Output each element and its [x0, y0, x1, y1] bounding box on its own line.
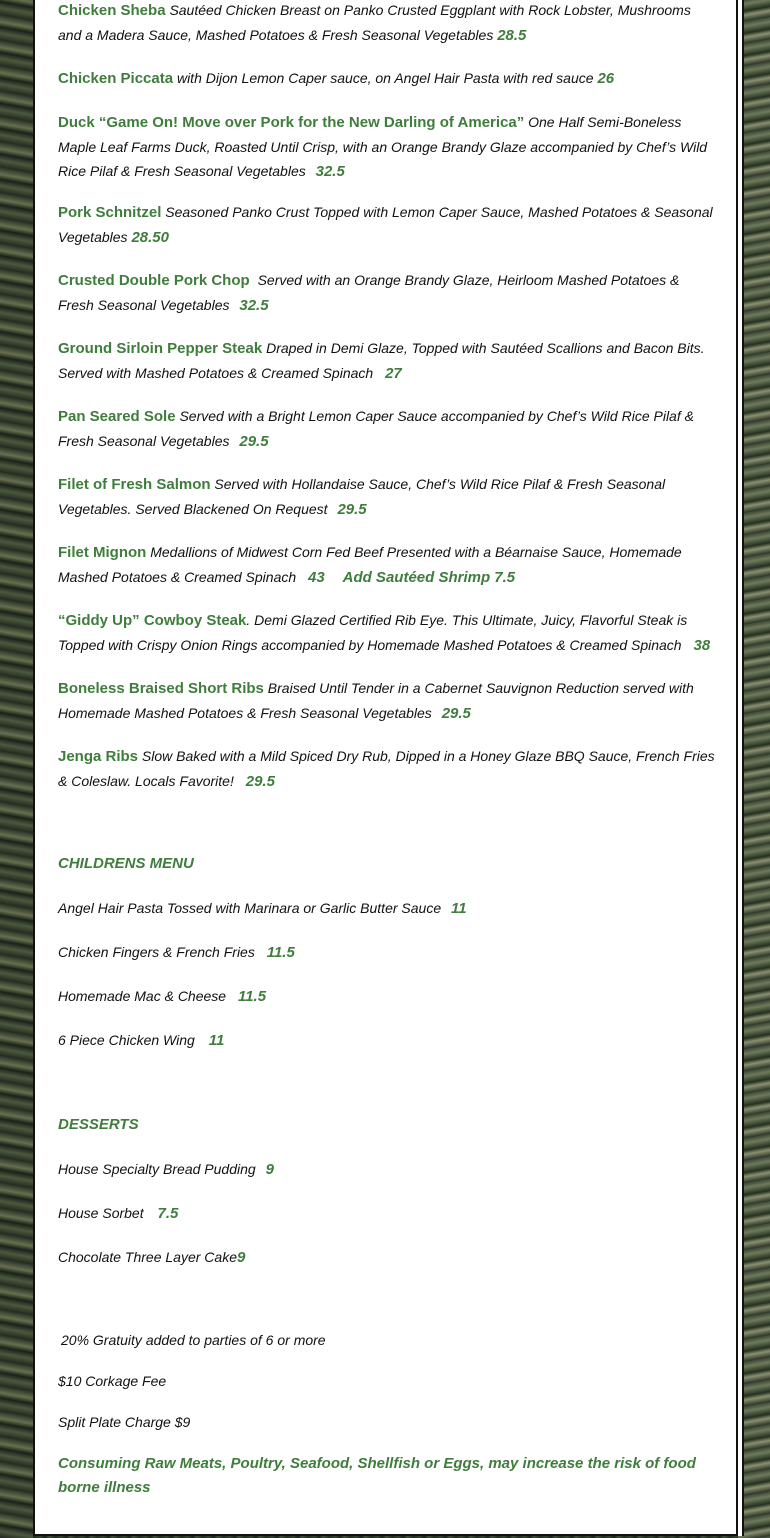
item-desc: Homemade Mac & Cheese: [58, 988, 227, 1004]
menu-item-chicken-piccata: [58, 66, 718, 91]
split-plate-note: Split Plate Charge $9: [58, 1414, 191, 1430]
item-name: “Giddy Up” Cowboy Steak: [58, 612, 247, 629]
childrens-item: [58, 940, 718, 965]
item-desc: House Specialty Bread Pudding: [58, 1161, 256, 1177]
item-name: Ground Sirloin Pepper Steak: [58, 340, 263, 357]
corkage-note: $10 Corkage Fee: [58, 1373, 167, 1389]
item-price: 26: [597, 70, 615, 87]
menu-item-double-pork-chop: [58, 268, 718, 318]
item-price: 43: [308, 569, 325, 586]
item-price: 38: [693, 637, 711, 654]
item-desc: . Demi Glazed Certified Rib Eye. This Ultimate, Juicy, Flavorful Steak is Topped with Crispy Onion Rings accompanied by Homemade Mashed Potatoes & Creamed Spinach: [58, 612, 688, 653]
item-price: 9: [265, 1161, 274, 1178]
item-price: 32.5: [315, 163, 345, 180]
item-price: 11: [208, 1032, 225, 1049]
item-price: 11: [451, 900, 467, 917]
item-desc: Draped in Demi Glaze, Topped with Sautéed Scallions and Bacon Bits. Served with Mashed Potatoes & Creamed Spinach: [58, 340, 705, 381]
item-desc: Medallions of Midwest Corn Fed Beef Presented with a Béarnaise Sauce, Homemade Mashed Potatoes & Creamed Spinach: [58, 544, 682, 585]
item-name: Chicken Piccata: [58, 70, 174, 87]
item-desc: 6 Piece Chicken Wing: [58, 1032, 195, 1048]
item-desc: Slow Baked with a Mild Spiced Dry Rub, Dipped in a Honey Glaze BBQ Sauce, French Fries & Coleslaw. Locals Favorite!: [58, 748, 715, 789]
item-price: 29.5: [239, 433, 269, 450]
dessert-item: [58, 1157, 718, 1182]
item-price: 29.5: [337, 501, 367, 518]
raw-food-warning: Consuming Raw Meats, Poultry, Seafood, Shellfish or Eggs, may increase the risk of food borne illness: [58, 1455, 696, 1496]
item-name: Pork Schnitzel: [58, 204, 162, 221]
item-desc: Braised Until Tender in a Cabernet Sauvignon Reduction served with Homemade Mashed Potatoes & Fresh Seasonal Vegetables: [58, 680, 694, 721]
item-name: Crusted Double Pork Chop: [58, 272, 250, 289]
section-title-childrens: CHILDRENS MENU: [58, 855, 194, 872]
menu-item-short-ribs: [58, 676, 718, 726]
childrens-item: [58, 984, 718, 1009]
item-name: Boneless Braised Short Ribs: [58, 680, 264, 697]
dessert-item: [58, 1245, 718, 1270]
menu-item-duck: [58, 110, 718, 184]
item-desc: Served with an Orange Brandy Glaze, Heirloom Mashed Potatoes & Fresh Seasonal Vegetables: [58, 272, 680, 313]
item-name: Jenga Ribs: [58, 748, 139, 765]
item-price: 28.5: [497, 27, 527, 44]
childrens-item: [58, 1028, 718, 1053]
item-price: 29.5: [441, 705, 471, 722]
item-name: Filet Mignon: [58, 544, 147, 561]
item-desc: House Sorbet: [58, 1205, 144, 1221]
item-desc: Chicken Fingers & French Fries: [58, 944, 255, 960]
item-price: 9: [237, 1249, 246, 1266]
item-desc: One Half Semi-Boneless Maple Leaf Farms Duck, Roasted Until Crisp, with an Orange Brandy Glaze accompanied by Chef’s Wild Rice Pilaf & Fresh Seasonal Vegetables: [58, 114, 708, 179]
item-name: Chicken Sheba: [58, 2, 166, 19]
item-name: Filet of Fresh Salmon: [58, 476, 211, 493]
item-price: 11.5: [237, 988, 267, 1005]
item-name: Pan Seared Sole: [58, 408, 176, 425]
menu-panel: [33, 0, 738, 1536]
menu-item-cowboy-steak: [58, 608, 718, 658]
item-name: Duck “Game On! Move over Pork for the New Darling of America”: [58, 114, 525, 131]
item-desc: with Dijon Lemon Caper sauce, on Angel Hair Pasta with red sauce: [176, 70, 594, 86]
item-desc: Served with a Bright Lemon Caper Sauce accompanied by Chef’s Wild Rice Pilaf & Fresh Seasonal Vegetables: [58, 408, 694, 449]
item-desc: Angel Hair Pasta Tossed with Marinara or Garlic Butter Sauce: [58, 900, 442, 916]
menu-item-filet-mignon: [58, 540, 718, 590]
menu-item-jenga-ribs: [58, 744, 718, 794]
item-desc: Sautéed Chicken Breast on Panko Crusted Eggplant with Rock Lobster, Mushrooms and a Madera Sauce, Mashed Potatoes & Fresh Seasonal Vegetables: [58, 2, 691, 43]
item-price: 29.5: [245, 773, 275, 790]
item-addon: Add Sautéed Shrimp 7.5: [342, 569, 516, 586]
menu-item-pan-seared-sole: [58, 404, 718, 454]
item-price: 11.5: [266, 944, 295, 961]
item-desc: Served with Hollandaise Sauce, Chef’s Wild Rice Pilaf & Fresh Seasonal Vegetables. Served Blackened On Request: [58, 476, 666, 517]
menu-item-chicken-sheba: [58, 0, 718, 48]
item-price: 7.5: [157, 1205, 179, 1222]
item-price: 27: [385, 365, 402, 382]
section-title-desserts: DESSERTS: [58, 1116, 139, 1133]
childrens-item: [58, 896, 718, 921]
menu-item-pepper-steak: [58, 336, 718, 386]
item-price: 28.50: [131, 229, 169, 246]
background-forest-right: [738, 0, 770, 1538]
dessert-item: [58, 1201, 718, 1226]
gratuity-note: 20% Gratuity added to parties of 6 or more: [61, 1332, 326, 1348]
menu-item-fresh-salmon: [58, 472, 718, 522]
menu-item-pork-schnitzel: [58, 200, 718, 250]
item-price: 32.5: [239, 297, 269, 314]
item-desc: Chocolate Three Layer Cake: [58, 1249, 237, 1265]
background-forest-left: [0, 0, 33, 1538]
item-desc: Seasoned Panko Crust Topped with Lemon Caper Sauce, Mashed Potatoes & Seasonal Vegetables: [58, 204, 713, 245]
